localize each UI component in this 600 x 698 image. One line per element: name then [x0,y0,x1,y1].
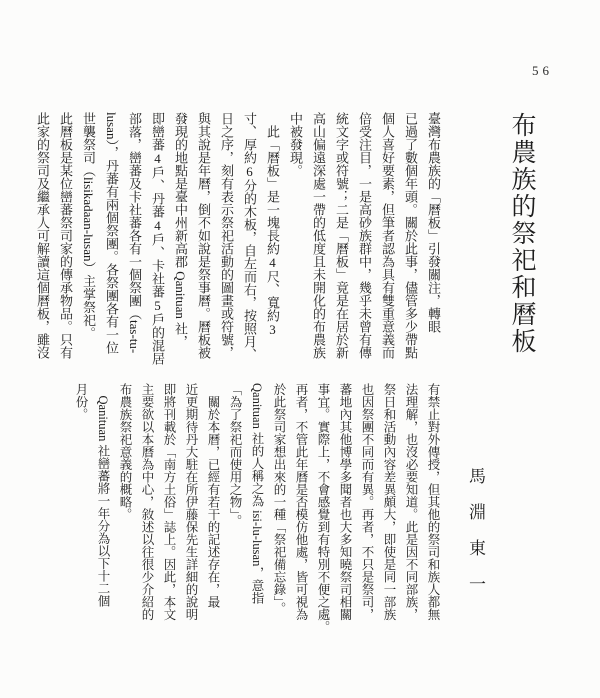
text-column: 也因祭團不同而有異。再者，不只是祭司， [360,383,374,621]
text-column: 「為了祭祀而使用之物」。 [228,383,242,527]
text-column: 事宜。實際上，不會感覺到有特別不便之處。 [316,383,330,633]
text-column: 此家的祭司及繼承人可解讀這個曆板，雖沒 [35,112,50,359]
text-column: 關於本曆，已經有若干的記述存在，最 [206,383,220,608]
text-column: 個人喜好要素，但筆者認為具有雙重意義而 [380,112,395,359]
text-column: 此曆板是某位巒蕃祭司家的傳承物品。只有 [58,112,73,359]
text-column: Qanituan 社的人稱之為 isi-lu-lusan，意指 [250,383,264,604]
text-column: 此「曆板」是一塊長約4尺、寬約3 [265,112,280,337]
author-name: 馬淵東一 [466,467,485,611]
text-column: 發現的地點是臺中州新高郡 Qanituan 社， [173,112,188,349]
text-column: 日之序，刻有表示祭祀活動的圖畫或符號， [219,112,234,359]
text-column: 蕃地內其他博學多聞者也大多知曉祭司相關 [338,383,352,621]
article-title: 布農族的祭祀和曆板 [508,112,535,355]
text-column: 臺灣布農族的「曆板」引發關注，轉眼 [426,112,441,333]
text-column: Qanituan 社巒蕃將一年分為以下十二個 [96,383,110,607]
text-column: 部落，巒蕃及卡社蕃各有一個祭團（tas-tu- [127,112,142,354]
text-column: 已過了數個年頭。關於此事，儘管多少帶點 [403,112,418,359]
page-number: 56 [532,63,553,78]
text-column: 與其說是年曆，倒不如說是祭事曆。曆板被 [196,112,211,359]
text-column: 祭日和活動內容差異頗大，即使是同一部族 [382,383,396,621]
text-column: 即巒蕃4戶、丹蕃4戶、卡社蕃5戶的混居 [150,112,165,365]
body-section [70,383,486,637]
text-column: 即將刊載於「南方土俗」誌上。因此，本文 [162,383,176,621]
text-column: 世襲祭司（lisikadaan-lusan）主掌祭祀。 [81,112,96,340]
text-column: 近更期待丹大駐在所伊藤保先生詳細的說明 [184,383,198,621]
text-column: 主要欲以本曆為中心，敘述以往很少介紹的 [140,383,154,621]
text-column: 再者，不管此年曆是否模仿他處，皆可視為 [294,383,308,621]
text-column: 統文字或符號；二是「曆板」竟是在居於新 [334,112,349,359]
text-column: 寸、厚約6分的木板，自左而右，按照月、 [242,112,257,361]
text-column: 倍受注目，一是高砂族群中，幾乎未曾有傳 [357,112,372,359]
text-column: lusan），丹蕃有兩個祭團。各祭團各有一位 [104,112,119,354]
text-column: 法理解，也沒必要知道。此是因不同部族， [404,383,418,621]
text-column: 於此祭司家想出來的一種「祭祀備忘錄」。 [272,383,286,615]
text-column: 月份。 [74,383,88,421]
text-column: 有禁止對外傳授，但其他的祭司和族人都無 [426,383,440,621]
intro-section [31,112,543,380]
text-column: 高山偏遠深處一帶的低度且未開化的布農族 [311,112,326,359]
text-column: 中被發現。 [288,112,303,177]
text-column: 布農族祭祀意義的概略。 [118,383,132,521]
